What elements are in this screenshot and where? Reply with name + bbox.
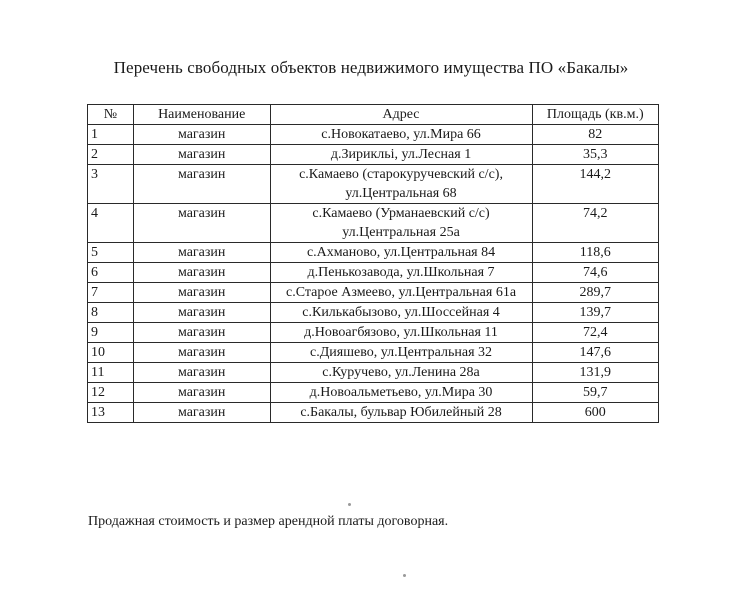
row-number: 7 [88,283,134,303]
row-address: с.Бакалы, бульвар Юбилейный 28 [270,403,532,423]
row-area: 289,7 [532,283,658,303]
row-area: 35,3 [532,145,658,165]
row-number: 9 [88,323,134,343]
row-address: с.Камаево (Урманаевский с/с) ул.Центральная 25а [270,204,532,243]
row-number: 4 [88,204,134,243]
row-area: 74,2 [532,204,658,243]
row-address: д.Новоагбязово, ул.Школьная 11 [270,323,532,343]
header-area: Площадь (кв.м.) [532,105,658,125]
table-row [88,283,659,303]
row-number: 11 [88,363,134,383]
row-number: 12 [88,383,134,403]
table-row [88,125,659,145]
row-number: 1 [88,125,134,145]
scan-speck [348,503,351,506]
row-number: 5 [88,243,134,263]
table-row [88,263,659,283]
table-row [88,363,659,383]
row-name: магазин [133,204,270,243]
row-address: с.Килькабызово, ул.Шоссейная 4 [270,303,532,323]
row-number: 2 [88,145,134,165]
row-name: магазин [133,383,270,403]
header-address: Адрес [270,105,532,125]
row-area: 59,7 [532,383,658,403]
row-name: магазин [133,165,270,204]
row-address: с.Дияшево, ул.Центральная 32 [270,343,532,363]
table-row [88,243,659,263]
row-area: 144,2 [532,165,658,204]
header-name: Наименование [133,105,270,125]
row-number: 3 [88,165,134,204]
table-row [88,145,659,165]
row-address: с.Старое Азмеево, ул.Центральная 61а [270,283,532,303]
table-row [88,383,659,403]
row-name: магазин [133,343,270,363]
row-number: 8 [88,303,134,323]
row-address: д.Зирикльі, ул.Лесная 1 [270,145,532,165]
row-address: д.Пенькозавода, ул.Школьная 7 [270,263,532,283]
row-area: 118,6 [532,243,658,263]
row-name: магазин [133,283,270,303]
property-table [87,104,659,423]
table-header-row [88,105,659,125]
row-number: 6 [88,263,134,283]
row-name: магазин [133,363,270,383]
row-area: 139,7 [532,303,658,323]
row-name: магазин [133,303,270,323]
row-area: 82 [532,125,658,145]
row-name: магазин [133,243,270,263]
table-row [88,403,659,423]
row-name: магазин [133,323,270,343]
scan-speck [403,574,406,577]
row-area: 147,6 [532,343,658,363]
row-area: 74,6 [532,263,658,283]
row-name: магазин [133,145,270,165]
row-number: 13 [88,403,134,423]
document-title: Перечень свободных объектов недвижимого имущества ПО «Бакалы» [113,58,629,77]
row-name: магазин [133,263,270,283]
table-row [88,165,659,204]
table-row [88,204,659,243]
row-name: магазин [133,125,270,145]
row-area: 72,4 [532,323,658,343]
row-area: 600 [532,403,658,423]
row-address: с.Куручево, ул.Ленина 28а [270,363,532,383]
header-number: № [88,105,134,125]
footer-note: Продажная стоимость и размер арендной платы договорная. [88,514,449,529]
table-row [88,343,659,363]
row-area: 131,9 [532,363,658,383]
row-address: д.Новоальметьево, ул.Мира 30 [270,383,532,403]
row-number: 10 [88,343,134,363]
row-address: с.Камаево (старокуручевский с/с), ул.Центральная 68 [270,165,532,204]
row-name: магазин [133,403,270,423]
table-row [88,303,659,323]
row-address: с.Новокатаево, ул.Мира 66 [270,125,532,145]
table-row [88,323,659,343]
row-address: с.Ахманово, ул.Центральная 84 [270,243,532,263]
